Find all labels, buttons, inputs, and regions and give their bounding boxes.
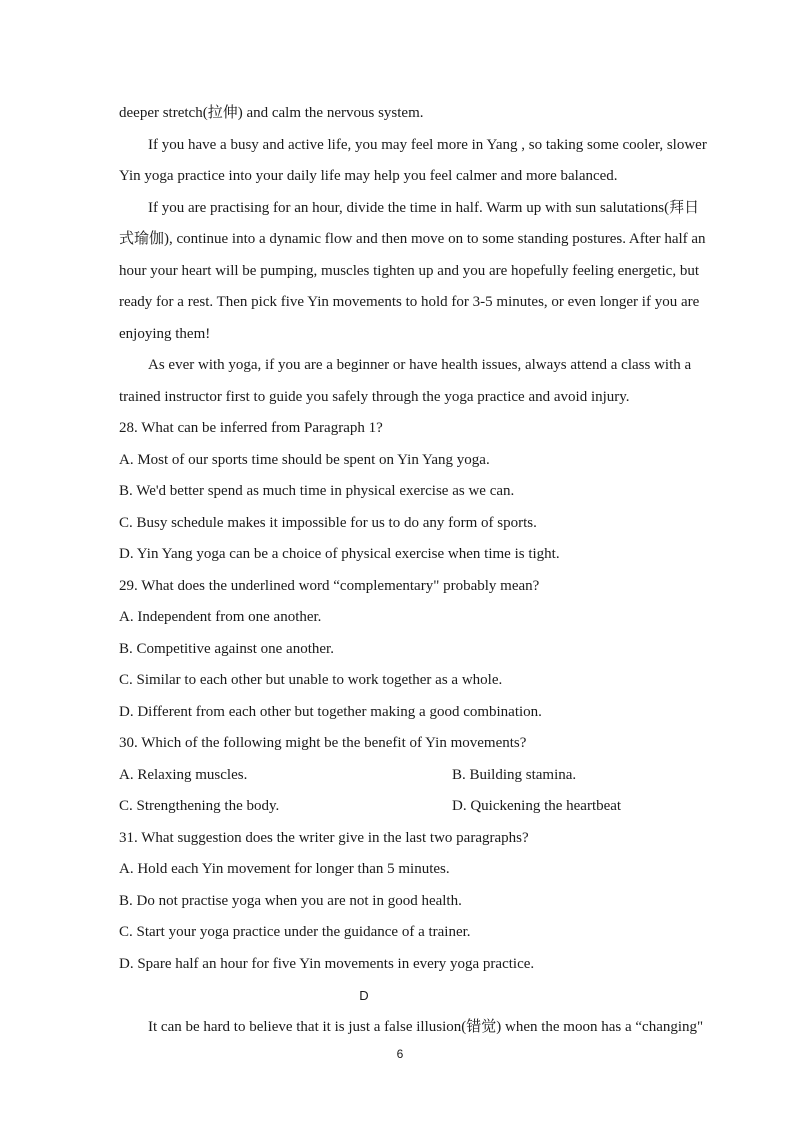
answer-option-b: B. We'd better spend as much time in physical exercise as we can. bbox=[119, 483, 515, 499]
answer-option-a: A. Hold each Yin movement for longer than 5 minutes. bbox=[119, 861, 450, 877]
passage-line: trained instructor first to guide you safely through the yoga practice and avoid injury. bbox=[119, 388, 630, 405]
answer-option-c: C. Busy schedule makes it impossible for us to do any form of sports. bbox=[119, 514, 537, 531]
answer-option-d: D. Yin Yang yoga can be a choice of physical exercise when time is tight. bbox=[119, 546, 560, 562]
answer-option-c: C. Start your yoga practice under the guidance of a trainer. bbox=[119, 924, 471, 940]
passage-line: hour your heart will be pumping, muscles tighten up and you are hopefully feeling energetic, but bbox=[119, 262, 699, 279]
passage-line: If you are practising for an hour, divide the time in half. Warm up with sun salutations(拜日 bbox=[148, 199, 700, 216]
passage-line: 式瑜伽), continue into a dynamic flow and then move on to some standing postures. After half an bbox=[119, 231, 706, 247]
question-29 bbox=[119, 571, 681, 729]
answer-option-b: B. Building stamina. bbox=[452, 766, 577, 783]
answer-options-row bbox=[119, 760, 681, 792]
question-stem: 28. What can be inferred from Paragraph 1? bbox=[119, 420, 383, 436]
answer-option-a: A. Most of our sports time should be spent on Yin Yang yoga. bbox=[119, 451, 490, 468]
question-stem: 30. Which of the following might be the benefit of Yin movements? bbox=[119, 735, 527, 751]
passage-line: Yin yoga practice into your daily life may help you feel calmer and more balanced. bbox=[119, 168, 618, 184]
question-31 bbox=[119, 823, 681, 981]
answer-options-row bbox=[119, 791, 681, 823]
passage-line: enjoying them! bbox=[119, 325, 211, 342]
question-stem: 31. What suggestion does the writer give in the last two paragraphs? bbox=[119, 829, 529, 846]
question-30 bbox=[119, 728, 681, 823]
question-28 bbox=[119, 413, 681, 571]
passage-line: It can be hard to believe that it is just a false illusion(错觉) when the moon has a “changing" bbox=[148, 1018, 704, 1035]
answer-option-c: C. Similar to each other but unable to work together as a whole. bbox=[119, 672, 503, 688]
answer-option-c: C. Strengthening the body. bbox=[119, 798, 280, 814]
answer-option-a: A. Independent from one another. bbox=[119, 609, 322, 625]
passage-line: ready for a rest. Then pick five Yin movements to hold for 3-5 minutes, or even longer if you are bbox=[119, 294, 700, 310]
answer-option-b: B. Competitive against one another. bbox=[119, 640, 334, 657]
passage-line: deeper stretch(拉伸) and calm the nervous system. bbox=[119, 105, 424, 121]
question-stem: 29. What does the underlined word “complementary" probably mean? bbox=[119, 577, 540, 594]
page-number: 6 bbox=[396, 1047, 404, 1061]
answer-option-d: D. Spare half an hour for five Yin movements in every yoga practice. bbox=[119, 955, 535, 972]
answer-option-d: D. Quickening the heartbeat bbox=[452, 798, 622, 814]
answer-option-b: B. Do not practise yoga when you are not in good health. bbox=[119, 892, 462, 909]
passage-line: If you have a busy and active life, you may feel more in Yang , so taking some cooler, slower bbox=[148, 136, 707, 153]
page-content bbox=[119, 98, 707, 1043]
passage-line: As ever with yoga, if you are a beginner or have health issues, always attend a class with a bbox=[148, 357, 692, 373]
answer-option-d: D. Different from each other but together making a good combination. bbox=[119, 703, 542, 720]
answer-option-a: A. Relaxing muscles. bbox=[119, 766, 248, 783]
section-heading: D bbox=[359, 988, 369, 1003]
